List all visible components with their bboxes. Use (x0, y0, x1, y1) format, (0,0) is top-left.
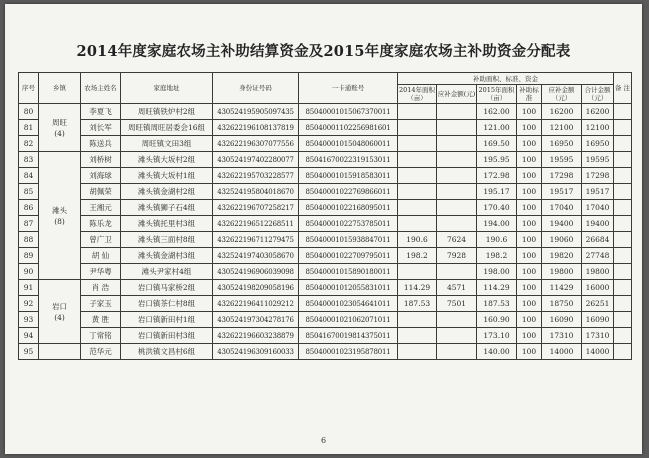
area2015-cell: 114.29 (477, 280, 517, 296)
table-row (19, 168, 632, 184)
subsidy2015-cell: 19820 (542, 248, 582, 264)
seq-cell: 84 (19, 168, 39, 184)
standard-cell: 100 (517, 312, 542, 328)
area2015-cell: 173.10 (477, 328, 517, 344)
area2014-cell (398, 344, 437, 360)
id-cell: 432622196603238879 (213, 328, 299, 344)
total-cell: 19595 (582, 152, 614, 168)
remark-cell (614, 248, 632, 264)
remark-cell (614, 120, 632, 136)
header-total: 合计金额（元） (582, 85, 614, 104)
account-cell: 85040001015067370011 (299, 104, 398, 120)
seq-cell: 81 (19, 120, 39, 136)
area2014-cell (398, 152, 437, 168)
id-cell: 430524197304278176 (213, 312, 299, 328)
subsidy2015-cell: 19400 (542, 216, 582, 232)
subsidy2014-cell (437, 312, 477, 328)
total-cell: 12100 (582, 120, 614, 136)
remark-cell (614, 280, 632, 296)
area2014-cell: 190.6 (398, 232, 437, 248)
name-cell: 刘桥树 (81, 152, 121, 168)
table-row (19, 152, 632, 168)
account-cell: 85040001015938847011 (299, 232, 398, 248)
subsidy2014-cell (437, 104, 477, 120)
address-cell: 周旺镇文田3组 (121, 136, 213, 152)
page-number: 6 (320, 436, 327, 445)
seq-cell: 91 (19, 280, 39, 296)
table-row (19, 232, 632, 248)
seq-cell: 94 (19, 328, 39, 344)
account-cell: 85040001021062071011 (299, 312, 398, 328)
area2014-cell (398, 312, 437, 328)
subsidy2015-cell: 17310 (542, 328, 582, 344)
area2014-cell (398, 184, 437, 200)
address-cell: 岩口镇新田村1组 (121, 312, 213, 328)
seq-cell: 83 (19, 152, 39, 168)
standard-cell: 100 (517, 200, 542, 216)
area2014-cell (398, 264, 437, 280)
account-cell: 85040001015048060011 (299, 136, 398, 152)
area2014-cell (398, 200, 437, 216)
remark-cell (614, 232, 632, 248)
area2015-cell: 172.98 (477, 168, 517, 184)
total-cell: 14000 (582, 344, 614, 360)
area2014-cell (398, 168, 437, 184)
name-cell: 陈送兵 (81, 136, 121, 152)
standard-cell: 100 (517, 296, 542, 312)
header-id: 身份证号码 (213, 73, 299, 104)
subsidy2014-cell (437, 344, 477, 360)
header-account: 一卡通账号 (299, 73, 398, 104)
area2015-cell: 198.2 (477, 248, 517, 264)
id-cell: 432622196307077556 (213, 136, 299, 152)
subsidy2015-cell: 19517 (542, 184, 582, 200)
subsidy2014-cell (437, 200, 477, 216)
standard-cell: 100 (517, 280, 542, 296)
id-cell: 432622196411029212 (213, 296, 299, 312)
remark-cell (614, 104, 632, 120)
address-cell: 滩头镇金湖村3组 (121, 248, 213, 264)
id-cell: 432524195804018670 (213, 184, 299, 200)
seq-cell: 88 (19, 232, 39, 248)
town-cell (39, 280, 81, 344)
remark-cell (614, 136, 632, 152)
standard-cell: 100 (517, 168, 542, 184)
table-row (19, 184, 632, 200)
address-cell: 周旺镇周旺居委会16组 (121, 120, 213, 136)
area2014-cell: 198.2 (398, 248, 437, 264)
account-cell: 85041670019814375011 (299, 328, 398, 344)
id-cell: 432622196707258217 (213, 200, 299, 216)
subsidy2014-cell (437, 328, 477, 344)
address-cell: 滩头镇大坂村1组 (121, 168, 213, 184)
name-cell: 胡佩荣 (81, 184, 121, 200)
name-cell: 黄 胜 (81, 312, 121, 328)
area2014-cell (398, 136, 437, 152)
id-cell: 430524196906039098 (213, 264, 299, 280)
total-cell: 17040 (582, 200, 614, 216)
name-cell: 刘长军 (81, 120, 121, 136)
remark-cell (614, 312, 632, 328)
address-cell: 滩头镇托里村3组 (121, 216, 213, 232)
remark-cell (614, 168, 632, 184)
town-label: 滩头 (52, 205, 67, 215)
id-cell: 430524198209058196 (213, 280, 299, 296)
subsidy2015-cell: 19060 (542, 232, 582, 248)
standard-cell: 100 (517, 184, 542, 200)
area2014-cell (398, 328, 437, 344)
account-cell: 85040001012055831011 (299, 280, 398, 296)
document-page (5, 4, 642, 454)
subsidy2015-cell: 19800 (542, 264, 582, 280)
total-cell: 26684 (582, 232, 614, 248)
seq-cell: 92 (19, 296, 39, 312)
seq-cell: 85 (19, 184, 39, 200)
subsidy2014-cell: 7624 (437, 232, 477, 248)
name-cell: 尹华粤 (81, 264, 121, 280)
standard-cell: 100 (517, 248, 542, 264)
address-cell: 岩口镇新田村3组 (121, 328, 213, 344)
name-cell: 子家玉 (81, 296, 121, 312)
subsidy2014-cell (437, 216, 477, 232)
seq-cell: 93 (19, 312, 39, 328)
address-cell: 周旺镇铁炉村2组 (121, 104, 213, 120)
town-cell (39, 344, 81, 360)
address-cell: 滩头镇三面村8组 (121, 232, 213, 248)
address-cell: 岩口镇茶仁村8组 (121, 296, 213, 312)
subsidy2015-cell: 18750 (542, 296, 582, 312)
area2015-cell: 140.00 (477, 344, 517, 360)
id-cell: 430524195905097435 (213, 104, 299, 120)
page-title: 2014年度家庭农场主补助结算资金及2015年度家庭农场主补助资金分配表 (76, 43, 571, 60)
standard-cell: 100 (517, 104, 542, 120)
account-cell: 85040001015890180011 (299, 264, 398, 280)
table-row (19, 216, 632, 232)
id-cell: 430524197402280077 (213, 152, 299, 168)
subsidy2014-cell: 7501 (437, 296, 477, 312)
seq-cell: 86 (19, 200, 39, 216)
town-label: 周旺 (52, 117, 67, 127)
subsidy2015-cell: 16090 (542, 312, 582, 328)
allocation-table (18, 72, 632, 360)
area2015-cell: 121.00 (477, 120, 517, 136)
remark-cell (614, 296, 632, 312)
subsidy2015-cell: 14000 (542, 344, 582, 360)
standard-cell: 100 (517, 328, 542, 344)
name-cell: 陈乐龙 (81, 216, 121, 232)
account-cell: 85040001102256981601 (299, 120, 398, 136)
account-cell: 85040001015918583011 (299, 168, 398, 184)
seq-cell: 90 (19, 264, 39, 280)
header-name: 农场主姓名 (81, 73, 121, 104)
address-cell: 滩头尹家村4组 (121, 264, 213, 280)
subsidy2014-cell (437, 120, 477, 136)
total-cell: 26251 (582, 296, 614, 312)
account-cell: 85040001022168095011 (299, 200, 398, 216)
account-cell: 85040001023195878011 (299, 344, 398, 360)
remark-cell (614, 184, 632, 200)
table-row (19, 200, 632, 216)
area2014-cell: 187.53 (398, 296, 437, 312)
standard-cell: 100 (517, 136, 542, 152)
seq-cell: 95 (19, 344, 39, 360)
area2015-cell: 187.53 (477, 296, 517, 312)
area2014-cell (398, 104, 437, 120)
id-cell: 432622196512268511 (213, 216, 299, 232)
subsidy2015-cell: 19595 (542, 152, 582, 168)
subsidy2014-cell: 7928 (437, 248, 477, 264)
total-cell: 27748 (582, 248, 614, 264)
header-area2014: 2014年面积（亩） (398, 86, 436, 102)
seq-cell: 89 (19, 248, 39, 264)
table-row (19, 136, 632, 152)
address-cell: 滩头镇狮子石4组 (121, 200, 213, 216)
name-cell: 丁常铭 (81, 328, 121, 344)
name-cell: 范华元 (81, 344, 121, 360)
area2015-cell: 170.40 (477, 200, 517, 216)
address-cell: 岩口镇马家桥2组 (121, 280, 213, 296)
id-cell: 432622196711279475 (213, 232, 299, 248)
header-standard: 补助标准 (517, 85, 542, 104)
id-cell: 432524197403058670 (213, 248, 299, 264)
subsidy2015-cell: 12100 (542, 120, 582, 136)
account-cell: 85040001023054641011 (299, 296, 398, 312)
subsidy2015-cell: 17298 (542, 168, 582, 184)
address-cell: 桃洪镇文昌村6组 (121, 344, 213, 360)
area2015-cell: 190.6 (477, 232, 517, 248)
remark-cell (614, 264, 632, 280)
subsidy2015-cell: 16950 (542, 136, 582, 152)
total-cell: 19400 (582, 216, 614, 232)
subsidy2014-cell (437, 168, 477, 184)
total-cell: 17298 (582, 168, 614, 184)
subsidy2015-cell: 11429 (542, 280, 582, 296)
town-count: (4) (54, 128, 65, 138)
area2015-cell: 194.00 (477, 216, 517, 232)
header-area2015: 2015年面积（亩） (478, 86, 515, 102)
total-cell: 17310 (582, 328, 614, 344)
table-body (19, 104, 632, 360)
header-address: 家庭地址 (121, 73, 213, 104)
town-count: (8) (54, 216, 65, 226)
remark-cell (614, 328, 632, 344)
subsidy2015-cell: 17040 (542, 200, 582, 216)
total-cell: 19800 (582, 264, 614, 280)
subsidy2014-cell (437, 136, 477, 152)
subsidy2015-cell: 16200 (542, 104, 582, 120)
name-cell: 胡 仙 (81, 248, 121, 264)
remark-cell (614, 152, 632, 168)
table-row (19, 280, 632, 296)
subsidy2014-cell: 4571 (437, 280, 477, 296)
subsidy2014-cell (437, 264, 477, 280)
remark-cell (614, 200, 632, 216)
seq-cell: 80 (19, 104, 39, 120)
remark-cell (614, 344, 632, 360)
seq-cell: 87 (19, 216, 39, 232)
total-cell: 16950 (582, 136, 614, 152)
account-cell: 85041670022319153011 (299, 152, 398, 168)
area2015-cell: 169.50 (477, 136, 517, 152)
header-subsidy2015: 应补金额（元） (542, 85, 582, 104)
account-cell: 85040001022709795011 (299, 248, 398, 264)
name-cell: 曾广卫 (81, 232, 121, 248)
header-remark: 备 注 (614, 73, 632, 104)
standard-cell: 100 (517, 344, 542, 360)
town-cell (39, 104, 81, 152)
standard-cell: 100 (517, 264, 542, 280)
account-cell: 85040001022753785011 (299, 216, 398, 232)
total-cell: 16090 (582, 312, 614, 328)
area2015-cell: 195.17 (477, 184, 517, 200)
total-cell: 16000 (582, 280, 614, 296)
area2015-cell: 195.95 (477, 152, 517, 168)
area2014-cell (398, 120, 437, 136)
name-cell: 刘海球 (81, 168, 121, 184)
address-cell: 滩头镇金湖村2组 (121, 184, 213, 200)
remark-cell (614, 216, 632, 232)
town-count: (4) (54, 312, 65, 322)
table-row (19, 104, 632, 120)
subsidy2014-cell (437, 152, 477, 168)
seq-cell: 82 (19, 136, 39, 152)
table-row (19, 344, 632, 360)
id-cell: 432622196108137819 (213, 120, 299, 136)
table-row (19, 120, 632, 136)
area2015-cell: 198.00 (477, 264, 517, 280)
table-row (19, 264, 632, 280)
area2015-cell: 160.90 (477, 312, 517, 328)
id-cell: 432622195703228577 (213, 168, 299, 184)
subsidy2014-cell (437, 184, 477, 200)
name-cell: 王湘元 (81, 200, 121, 216)
area2015-cell: 162.00 (477, 104, 517, 120)
header-seq: 序号 (19, 73, 39, 104)
name-cell: 李夏飞 (81, 104, 121, 120)
standard-cell: 100 (517, 152, 542, 168)
total-cell: 19517 (582, 184, 614, 200)
table-row (19, 248, 632, 264)
name-cell: 肖 浩 (81, 280, 121, 296)
address-cell: 滩头镇大坂村2组 (121, 152, 213, 168)
standard-cell: 100 (517, 232, 542, 248)
id-cell: 430524196309160033 (213, 344, 299, 360)
header-subsidy2014: 应补金额(元) (437, 85, 477, 104)
town-label: 岩口 (52, 301, 67, 311)
total-cell: 16200 (582, 104, 614, 120)
header-town: 乡镇 (39, 73, 81, 104)
area2014-cell: 114.29 (398, 280, 437, 296)
area2014-cell (398, 216, 437, 232)
town-cell (39, 152, 81, 280)
standard-cell: 100 (517, 216, 542, 232)
header-group: 补助面积、标准、资金 (398, 73, 614, 85)
table-row (19, 312, 632, 328)
account-cell: 85040001022769866011 (299, 184, 398, 200)
standard-cell: 100 (517, 120, 542, 136)
table-row (19, 296, 632, 312)
table-row (19, 328, 632, 344)
